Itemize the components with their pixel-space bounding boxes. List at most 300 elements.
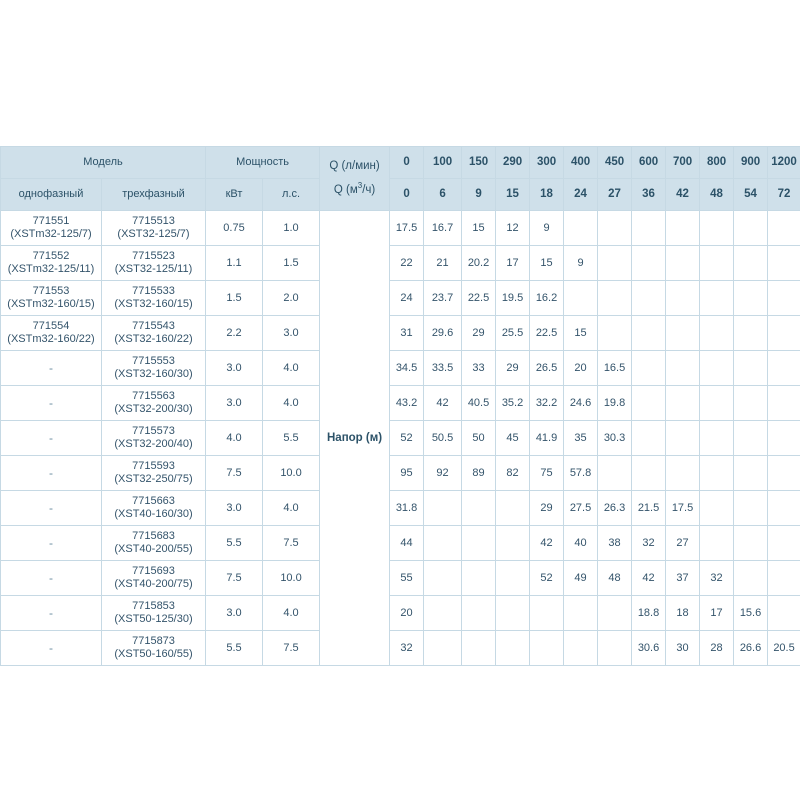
cell-head-value <box>700 456 734 491</box>
cell-head-value: 40.5 <box>462 386 496 421</box>
cell-head-value <box>632 281 666 316</box>
flow-m3h-3: 15 <box>496 179 530 211</box>
cell-head-value: 15 <box>564 316 598 351</box>
cell-head-value: 41.9 <box>530 421 564 456</box>
cell-head-value: 30.6 <box>632 631 666 666</box>
cell-head-value: 52 <box>530 561 564 596</box>
cell-head-value <box>734 246 768 281</box>
cell-head-value <box>734 421 768 456</box>
cell-head-value: 44 <box>390 526 424 561</box>
cell-head-value: 21 <box>424 246 462 281</box>
cell-head-value <box>424 596 462 631</box>
flow-lmin-2: 150 <box>462 147 496 179</box>
cell-head-value <box>768 316 800 351</box>
cell-single-phase-model <box>1 596 102 631</box>
cell-head-value <box>632 386 666 421</box>
flow-m3h-0: 0 <box>390 179 424 211</box>
cell-single-phase-model <box>1 211 102 246</box>
cell-power-hp: 7.5 <box>263 526 320 561</box>
cell-three-phase-model <box>102 351 206 386</box>
table-row <box>1 631 800 666</box>
cell-three-phase-model <box>102 246 206 281</box>
flow-m3h-11: 72 <box>768 179 800 211</box>
cell-head-value: 18 <box>666 596 700 631</box>
cell-head-value <box>700 421 734 456</box>
cell-head-value: 49 <box>564 561 598 596</box>
model-code: - <box>49 605 53 620</box>
cell-head-value <box>632 421 666 456</box>
model-subcode: (XST50-160/55) <box>114 648 193 660</box>
cell-power-kw: 3.0 <box>206 386 263 421</box>
cell-power-hp: 4.0 <box>263 386 320 421</box>
cell-head-value: 26.6 <box>734 631 768 666</box>
cell-head-value <box>496 526 530 561</box>
cell-head-value: 33.5 <box>424 351 462 386</box>
cell-head-value <box>768 351 800 386</box>
model-code: 7715683 <box>132 530 175 542</box>
cell-head-value <box>424 561 462 596</box>
cell-head-value <box>768 211 800 246</box>
cell-head-value: 42 <box>632 561 666 596</box>
model-code: 7715553 <box>132 355 175 367</box>
flow-m3h-9: 48 <box>700 179 734 211</box>
table-row <box>1 421 800 456</box>
cell-head-value <box>734 281 768 316</box>
cell-head-value: 42 <box>530 526 564 561</box>
header-q-cell <box>320 147 390 211</box>
cell-three-phase-model <box>102 316 206 351</box>
cell-head-value: 45 <box>496 421 530 456</box>
cell-head-value <box>700 211 734 246</box>
cell-head-value: 26.3 <box>598 491 632 526</box>
cell-head-value <box>598 281 632 316</box>
cell-head-value: 22.5 <box>530 316 564 351</box>
cell-head-value: 89 <box>462 456 496 491</box>
cell-single-phase-model <box>1 491 102 526</box>
cell-head-value <box>768 526 800 561</box>
cell-head-value <box>496 491 530 526</box>
cell-power-kw: 2.2 <box>206 316 263 351</box>
cell-head-value <box>734 561 768 596</box>
cell-head-value <box>424 491 462 526</box>
flow-lmin-11: 1200 <box>768 147 800 179</box>
cell-head-value <box>666 211 700 246</box>
cell-head-value: 43.2 <box>390 386 424 421</box>
cell-head-value <box>734 316 768 351</box>
cell-head-value: 38 <box>598 526 632 561</box>
cell-head-value <box>564 596 598 631</box>
cell-head-value <box>768 561 800 596</box>
cell-head-value <box>768 456 800 491</box>
flow-lmin-3: 290 <box>496 147 530 179</box>
cell-head-value: 40 <box>564 526 598 561</box>
cell-three-phase-model <box>102 561 206 596</box>
cell-three-phase-model <box>102 596 206 631</box>
cell-power-kw: 1.5 <box>206 281 263 316</box>
model-code: 7715533 <box>132 285 175 297</box>
flow-m3h-5: 24 <box>564 179 598 211</box>
cell-single-phase-model <box>1 561 102 596</box>
cell-head-value <box>666 421 700 456</box>
model-code: - <box>49 535 53 550</box>
cell-head-value <box>700 351 734 386</box>
flow-m3h-10: 54 <box>734 179 768 211</box>
cell-head-value: 22.5 <box>462 281 496 316</box>
model-code: - <box>49 640 53 655</box>
cell-head-value <box>462 596 496 631</box>
cell-head-value: 16.2 <box>530 281 564 316</box>
cell-head-value: 15 <box>530 246 564 281</box>
header-three-phase: трехфазный <box>102 179 206 211</box>
cell-head-value <box>424 526 462 561</box>
cell-power-kw: 3.0 <box>206 491 263 526</box>
model-code: - <box>49 465 53 480</box>
cell-head-value: 30 <box>666 631 700 666</box>
cell-three-phase-model <box>102 526 206 561</box>
cell-head-value: 26.5 <box>530 351 564 386</box>
cell-three-phase-model <box>102 631 206 666</box>
cell-head-value: 27.5 <box>564 491 598 526</box>
model-subcode: (XST32-200/40) <box>114 438 193 450</box>
cell-power-kw: 1.1 <box>206 246 263 281</box>
cell-three-phase-model <box>102 421 206 456</box>
model-code: 7715523 <box>132 250 175 262</box>
cell-head-value: 50.5 <box>424 421 462 456</box>
model-code: 771552 <box>32 250 70 262</box>
cell-head-value <box>462 526 496 561</box>
cell-head-value: 29 <box>496 351 530 386</box>
flow-m3h-2: 9 <box>462 179 496 211</box>
flow-m3h-1: 6 <box>424 179 462 211</box>
model-code: 7715593 <box>132 460 175 472</box>
cell-head-value <box>666 351 700 386</box>
cell-head-value: 95 <box>390 456 424 491</box>
cell-head-value: 92 <box>424 456 462 491</box>
table-header <box>1 147 800 211</box>
cell-head-value: 9 <box>530 211 564 246</box>
table-row <box>1 491 800 526</box>
cell-head-value <box>768 491 800 526</box>
cell-head-value <box>768 596 800 631</box>
model-subcode: (XST32-125/11) <box>114 263 193 275</box>
cell-power-kw: 7.5 <box>206 456 263 491</box>
table-row <box>1 246 800 281</box>
model-code: 7715573 <box>132 425 175 437</box>
cell-single-phase-model <box>1 316 102 351</box>
cell-single-phase-model <box>1 386 102 421</box>
model-code: 7715693 <box>132 565 175 577</box>
model-code: 7715873 <box>132 635 175 647</box>
flow-lmin-7: 600 <box>632 147 666 179</box>
header-power-group: Мощность <box>206 147 320 179</box>
model-code: 7715853 <box>132 600 175 612</box>
cell-head-value <box>632 456 666 491</box>
cell-head-value <box>632 351 666 386</box>
model-subcode: (XSTm32-160/22) <box>7 333 95 345</box>
cell-head-value: 22 <box>390 246 424 281</box>
cell-head-value: 17.5 <box>666 491 700 526</box>
cell-head-value <box>700 246 734 281</box>
cell-head-value <box>598 246 632 281</box>
flow-m3h-6: 27 <box>598 179 632 211</box>
cell-power-kw: 4.0 <box>206 421 263 456</box>
cell-single-phase-model <box>1 631 102 666</box>
flow-lmin-10: 900 <box>734 147 768 179</box>
cell-head-value: 24 <box>390 281 424 316</box>
flow-lmin-9: 800 <box>700 147 734 179</box>
cell-power-hp: 10.0 <box>263 456 320 491</box>
cell-single-phase-model <box>1 421 102 456</box>
cell-head-value <box>734 526 768 561</box>
cell-head-value: 82 <box>496 456 530 491</box>
model-subcode: (XST50-125/30) <box>114 613 193 625</box>
table-row <box>1 211 800 246</box>
table-row <box>1 281 800 316</box>
header-row-1 <box>1 147 800 179</box>
cell-head-value: 17.5 <box>390 211 424 246</box>
cell-head-value: 12 <box>496 211 530 246</box>
cell-head-value <box>598 631 632 666</box>
cell-power-kw: 5.5 <box>206 631 263 666</box>
cell-head-value: 52 <box>390 421 424 456</box>
cell-three-phase-model <box>102 281 206 316</box>
cell-single-phase-model <box>1 526 102 561</box>
cell-single-phase-model <box>1 456 102 491</box>
model-subcode: (XST32-200/30) <box>114 403 193 415</box>
flow-m3h-4: 18 <box>530 179 564 211</box>
cell-head-value: 15.6 <box>734 596 768 631</box>
cell-head-value <box>666 281 700 316</box>
model-subcode: (XST32-160/30) <box>114 368 193 380</box>
cell-head-value: 19.5 <box>496 281 530 316</box>
cell-single-phase-model <box>1 246 102 281</box>
table-body <box>1 211 800 666</box>
cell-head-value <box>598 316 632 351</box>
cell-head-value <box>768 421 800 456</box>
model-code: - <box>49 570 53 585</box>
header-row-2 <box>1 179 800 211</box>
cell-head-value <box>768 386 800 421</box>
flow-lmin-1: 100 <box>424 147 462 179</box>
model-subcode: (XSTm32-160/15) <box>7 298 95 310</box>
cell-single-phase-model <box>1 281 102 316</box>
header-kw: кВт <box>206 179 263 211</box>
cell-power-kw: 3.0 <box>206 596 263 631</box>
cell-head-value: 35 <box>564 421 598 456</box>
cell-head-value: 34.5 <box>390 351 424 386</box>
cell-head-value <box>768 246 800 281</box>
model-code: 7715663 <box>132 495 175 507</box>
cell-power-kw: 0.75 <box>206 211 263 246</box>
cell-single-phase-model <box>1 351 102 386</box>
cell-head-value <box>734 211 768 246</box>
model-subcode: (XST32-160/22) <box>114 333 193 345</box>
cell-power-hp: 5.5 <box>263 421 320 456</box>
table-row <box>1 561 800 596</box>
cell-head-value: 29 <box>530 491 564 526</box>
cell-head-value: 33 <box>462 351 496 386</box>
cell-head-value <box>564 281 598 316</box>
table-row <box>1 526 800 561</box>
cell-head-value: 75 <box>530 456 564 491</box>
cell-power-hp: 4.0 <box>263 596 320 631</box>
cell-three-phase-model <box>102 211 206 246</box>
model-code: - <box>49 500 53 515</box>
flow-lmin-6: 450 <box>598 147 632 179</box>
cell-head-value <box>734 351 768 386</box>
cell-head-value <box>734 491 768 526</box>
header-single-phase: однофазный <box>1 179 102 211</box>
cell-head-value <box>530 596 564 631</box>
cell-head-value: 9 <box>564 246 598 281</box>
cell-head-value: 57.8 <box>564 456 598 491</box>
cell-power-kw: 5.5 <box>206 526 263 561</box>
cell-head-value <box>564 631 598 666</box>
cell-head-value <box>462 561 496 596</box>
header-model-group: Модель <box>1 147 206 179</box>
cell-head-value: 42 <box>424 386 462 421</box>
cell-head-value: 32 <box>390 631 424 666</box>
cell-head-value <box>598 596 632 631</box>
cell-head-value: 21.5 <box>632 491 666 526</box>
cell-head-value: 23.7 <box>424 281 462 316</box>
cell-head-value <box>564 211 598 246</box>
cell-head-value: 16.5 <box>598 351 632 386</box>
cell-head-value <box>700 386 734 421</box>
cell-head-value: 19.8 <box>598 386 632 421</box>
cell-head-value <box>632 246 666 281</box>
header-q-lmin: Q (л/мин) <box>329 160 380 173</box>
flow-m3h-7: 36 <box>632 179 666 211</box>
cell-head-value <box>666 386 700 421</box>
table-row <box>1 386 800 421</box>
model-code: 7715513 <box>132 215 175 227</box>
cell-head-value <box>496 631 530 666</box>
model-code: 771551 <box>32 215 70 227</box>
model-code: 7715563 <box>132 390 175 402</box>
cell-head-value: 55 <box>390 561 424 596</box>
cell-head-value <box>424 631 462 666</box>
cell-head-value: 18.8 <box>632 596 666 631</box>
cell-power-hp: 1.0 <box>263 211 320 246</box>
cell-head-value <box>632 316 666 351</box>
model-code: 7715543 <box>132 320 175 332</box>
model-subcode: (XST40-200/75) <box>114 578 193 590</box>
cell-head-value: 15 <box>462 211 496 246</box>
cell-head-value <box>666 246 700 281</box>
cell-power-hp: 10.0 <box>263 561 320 596</box>
cell-power-hp: 4.0 <box>263 351 320 386</box>
cell-head-value <box>700 491 734 526</box>
model-subcode: (XST32-250/75) <box>114 473 193 485</box>
cell-head-value <box>598 211 632 246</box>
table-row <box>1 596 800 631</box>
cell-head-value: 16.7 <box>424 211 462 246</box>
cell-head-value <box>700 316 734 351</box>
cell-power-hp: 3.0 <box>263 316 320 351</box>
cell-head-value: 20 <box>390 596 424 631</box>
cell-head-value: 17 <box>700 596 734 631</box>
cell-head-value <box>700 281 734 316</box>
model-subcode: (XSTm32-125/11) <box>7 263 95 275</box>
flow-m3h-8: 42 <box>666 179 700 211</box>
cell-head-value: 31.8 <box>390 491 424 526</box>
cell-head-value: 24.6 <box>564 386 598 421</box>
cell-head-value <box>530 631 564 666</box>
model-subcode: (XST40-160/30) <box>114 508 193 520</box>
model-code: - <box>49 430 53 445</box>
model-subcode: (XST40-200/55) <box>114 543 193 555</box>
cell-head-value: 37 <box>666 561 700 596</box>
cell-power-hp: 1.5 <box>263 246 320 281</box>
table-row <box>1 316 800 351</box>
model-subcode: (XSTm32-125/7) <box>10 228 92 240</box>
cell-head-value <box>496 596 530 631</box>
cell-head-value: 48 <box>598 561 632 596</box>
cell-three-phase-model <box>102 491 206 526</box>
cell-three-phase-model <box>102 386 206 421</box>
table-row <box>1 456 800 491</box>
cell-head-value <box>598 456 632 491</box>
cell-head-value <box>768 281 800 316</box>
header-hp: л.с. <box>263 179 320 211</box>
cell-head-value <box>666 456 700 491</box>
header-q-m3h: Q $(м^3/ч)$ <box>333 181 376 196</box>
cell-head-value: 32.2 <box>530 386 564 421</box>
cell-head-value <box>462 631 496 666</box>
cell-power-hp: 4.0 <box>263 491 320 526</box>
cell-napor-label: Напор (м) <box>320 211 390 666</box>
cell-power-kw: 7.5 <box>206 561 263 596</box>
cell-head-value: 17 <box>496 246 530 281</box>
cell-head-value: 29 <box>462 316 496 351</box>
cell-head-value <box>700 526 734 561</box>
pump-specification-table <box>0 146 800 666</box>
flow-lmin-8: 700 <box>666 147 700 179</box>
cell-power-kw: 3.0 <box>206 351 263 386</box>
cell-head-value: 32 <box>700 561 734 596</box>
model-subcode: (XST32-160/15) <box>114 298 193 310</box>
model-code: 771553 <box>32 285 70 297</box>
cell-head-value: 20.5 <box>768 631 800 666</box>
cell-head-value: 20.2 <box>462 246 496 281</box>
cell-head-value <box>462 491 496 526</box>
cell-three-phase-model <box>102 456 206 491</box>
cell-head-value: 32 <box>632 526 666 561</box>
model-code: 771554 <box>32 320 70 332</box>
model-code: - <box>49 360 53 375</box>
model-code: - <box>49 395 53 410</box>
model-subcode: (XST32-125/7) <box>117 228 190 240</box>
cell-head-value: 28 <box>700 631 734 666</box>
cell-head-value <box>666 316 700 351</box>
cell-head-value <box>734 456 768 491</box>
cell-power-hp: 7.5 <box>263 631 320 666</box>
cell-head-value: 31 <box>390 316 424 351</box>
cell-head-value <box>496 561 530 596</box>
flow-lmin-5: 400 <box>564 147 598 179</box>
cell-head-value: 25.5 <box>496 316 530 351</box>
cell-power-hp: 2.0 <box>263 281 320 316</box>
cell-head-value <box>734 386 768 421</box>
table-row <box>1 351 800 386</box>
cell-head-value: 30.3 <box>598 421 632 456</box>
cell-head-value: 27 <box>666 526 700 561</box>
cell-head-value <box>632 211 666 246</box>
cell-head-value: 50 <box>462 421 496 456</box>
flow-lmin-0: 0 <box>390 147 424 179</box>
flow-lmin-4: 300 <box>530 147 564 179</box>
